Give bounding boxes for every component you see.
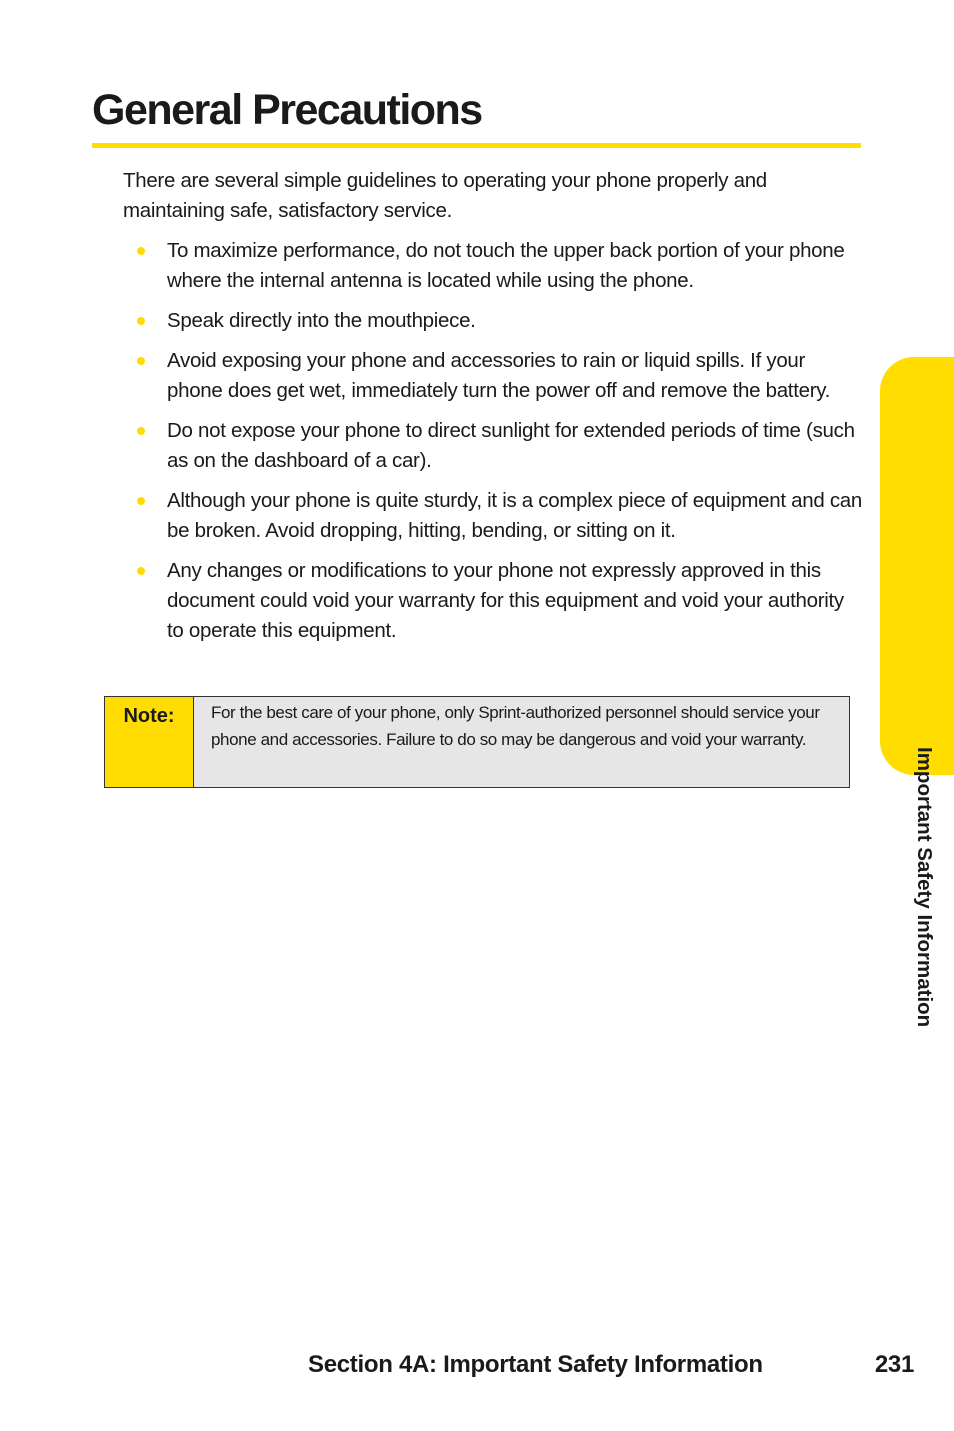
bullet-icon: [137, 317, 145, 325]
footer-section-title: Section 4A: Important Safety Information: [308, 1351, 763, 1378]
list-item: [123, 236, 865, 296]
list-item-text: Speak directly into the mouthpiece.: [167, 309, 476, 332]
bullet-icon: [137, 567, 145, 575]
list-item: [123, 416, 865, 476]
list-item: [123, 556, 865, 646]
bullet-icon: [137, 427, 145, 435]
section-side-tab: [880, 357, 954, 1028]
title-underline: [92, 143, 861, 148]
bullet-icon: [137, 247, 145, 255]
note-box: [104, 696, 850, 788]
list-item: [123, 346, 865, 406]
page-number: 231: [874, 1351, 914, 1378]
list-item-text: Any changes or modifications to your phone not expressly approved in this document could void your warranty for this equipment and void your authority to operate this equipment.: [167, 559, 844, 642]
precautions-list: [123, 236, 865, 656]
page-footer: [308, 1348, 914, 1382]
bullet-icon: [137, 497, 145, 505]
list-item-text: To maximize performance, do not touch the upper back portion of your phone where the internal antenna is located while using the phone.: [167, 239, 845, 292]
list-item-text: Although your phone is quite sturdy, it is a complex piece of equipment and can be broken. Avoid dropping, hitting, bending, or sitting on it.: [167, 489, 862, 542]
note-text: For the best care of your phone, only Sprint-authorized personnel should service your phone and accessories. Failure to do so may be dangerous and void your warranty.: [194, 697, 849, 787]
side-tab-label: Important Safety Information: [913, 747, 936, 1028]
page-title: General Precautions: [92, 86, 482, 134]
list-item-text: Avoid exposing your phone and accessories to rain or liquid spills. If your phone does get wet, immediately turn the power off and remove the battery.: [167, 349, 831, 402]
list-item: [123, 306, 865, 336]
intro-paragraph: There are several simple guidelines to operating your phone properly and maintaining safe, satisfactory service.: [123, 169, 767, 222]
list-item: [123, 486, 865, 546]
bullet-icon: [137, 357, 145, 365]
note-label: Note:: [105, 697, 194, 787]
list-item-text: Do not expose your phone to direct sunlight for extended periods of time (such as on the dashboard of a car).: [167, 419, 855, 472]
